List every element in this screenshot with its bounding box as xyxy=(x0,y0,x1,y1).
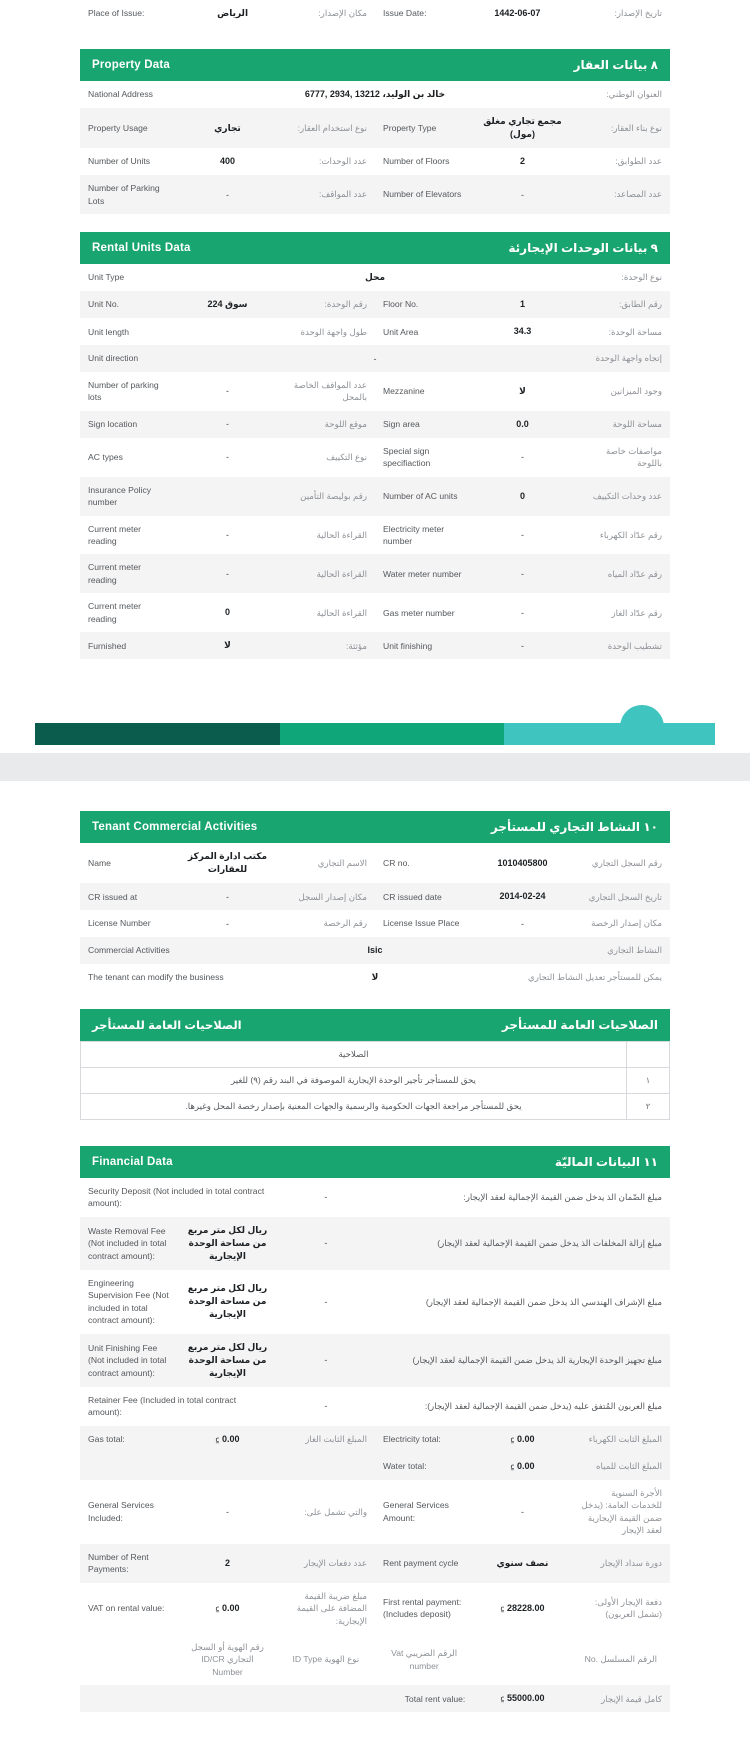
permissions-num-header xyxy=(627,1041,670,1067)
rental-units-header xyxy=(80,232,670,264)
row-label-ar-2: المبلغ الثابت الكهرباء xyxy=(588,1434,662,1445)
row-label-en: Number of Parking Lots xyxy=(88,183,160,206)
permissions-column-header: الصلاحية xyxy=(81,1041,627,1067)
row-label-en-2: CR no. xyxy=(382,858,410,869)
row-label-en: Number of Rent Payments: xyxy=(88,1551,149,1575)
issue-date-label-ar: تاريخ الإصدار: xyxy=(614,8,662,19)
table-row xyxy=(80,411,670,438)
row-label-en: Current meter reading xyxy=(88,601,142,624)
row-label-en-2: License Issue Place xyxy=(382,918,460,929)
row-spacer xyxy=(80,1685,178,1712)
tenant-activities-table xyxy=(80,811,670,991)
table-row xyxy=(80,148,670,175)
id-cr-number-header: رقم الهوية أو السجل التجاري ID/CR Number xyxy=(191,1642,264,1677)
row-label-ar: النشاط التجاري xyxy=(607,945,662,956)
row-label-en-2: Water total: xyxy=(382,1461,427,1472)
table-row xyxy=(80,843,670,883)
row-value: لا xyxy=(224,640,231,651)
row-value-2: - xyxy=(520,568,524,579)
section-title-en: Tenant Commercial Activities xyxy=(92,821,258,834)
table-row xyxy=(80,477,670,516)
row-label-ar-2: رقم السجل التجاري xyxy=(591,858,662,869)
row-label-ar-2: دورة سداد الإيجار xyxy=(600,1557,662,1568)
table-row xyxy=(80,964,670,991)
section-title-en: Property Data xyxy=(92,59,171,72)
row-value-2: 1010405800 xyxy=(497,857,548,868)
table-row xyxy=(80,910,670,936)
footer-color-bar xyxy=(35,723,715,745)
issue-date-label: Issue Date: xyxy=(382,8,427,19)
row-value-2 xyxy=(473,1685,571,1712)
table-row xyxy=(80,1217,670,1270)
row-value: - xyxy=(225,529,229,540)
row-label-en-2: Gas meter number xyxy=(382,607,455,618)
table-row xyxy=(80,0,670,27)
total-rent-label-en: Total rent value: xyxy=(404,1693,466,1704)
row-value-2: - xyxy=(520,529,524,540)
row-value-2: 2014-02-24 xyxy=(499,891,546,902)
row-value-2: - xyxy=(520,1506,524,1517)
serial-number-header: الرقم المسلسل .No xyxy=(584,1654,658,1665)
row-label-ar-2: تشطيب الوحدة xyxy=(607,640,662,651)
row-label-ar-2: تاريخ السجل التجاري xyxy=(588,891,662,902)
row-value-2: 1 xyxy=(519,299,525,310)
section-title-ar: ٨ بيانات العقار xyxy=(573,58,658,73)
row-value-2 xyxy=(473,1583,571,1634)
row-value: - xyxy=(324,1296,328,1307)
table-row xyxy=(81,1093,670,1119)
section-title-ar: الصلاحيات العامة للمستأجر xyxy=(501,1017,658,1032)
row-value: - xyxy=(225,891,229,902)
row-value: سوق 224 xyxy=(207,299,248,310)
row-value: - xyxy=(324,1355,328,1366)
row-value-2: نصف سنوي xyxy=(496,1557,549,1568)
row-value xyxy=(178,318,276,345)
row-label-ar-2: مواصفات خاصة باللوحة xyxy=(605,445,662,469)
id-type-header: نوع الهوية ID Type xyxy=(292,1654,360,1665)
section-title-ar: ٩ بيانات الوحدات الإيجارئة xyxy=(508,241,658,256)
row-label-ar: والتي تشمل على: xyxy=(304,1506,367,1517)
gas-total-value: 0.00 xyxy=(221,1433,240,1444)
table-row xyxy=(80,554,670,593)
row-label-en-2: General Services Amount: xyxy=(382,1500,449,1523)
row-label-en: Sign location xyxy=(88,418,138,429)
row-value: 2 xyxy=(224,1557,230,1568)
row-value-2: - xyxy=(520,189,524,200)
row-label-en: Number of parking lots xyxy=(88,379,159,403)
table-row xyxy=(80,632,670,659)
row-spacer xyxy=(178,1453,276,1480)
row-label-en-2: Unit finishing xyxy=(382,640,433,651)
row-label-en: CR issued at xyxy=(88,891,138,902)
row-label-en-2: Number of AC units xyxy=(382,490,458,501)
issue-date-value: 1442-06-07 xyxy=(494,8,541,18)
row-value-2: 0 xyxy=(519,490,525,501)
row-spacer xyxy=(178,1685,276,1712)
row-label-en: Waste Removal Fee (Not included in total contract amount): xyxy=(88,1225,167,1261)
row-value: - xyxy=(225,386,229,397)
row-label-ar: موقع اللوحة xyxy=(324,418,367,429)
row-value-2: لا xyxy=(519,385,526,396)
row-value-2: - xyxy=(520,452,524,463)
row-label-ar-2: رقم عدّاد الغاز xyxy=(611,607,662,618)
place-of-issue-label-ar: مكان الإصدار: xyxy=(318,8,367,19)
row-label-ar: مبلغ الإشراف الهندسي الذ يدخل ضمن القيمة الإجمالية لعقد الإيجار) xyxy=(425,1296,662,1307)
permission-item-text: يحق للمستأجر مراجعة الجهات الحكومية والرسمية والجهات المعنية بإصدار رخصة المحل وغيرها. xyxy=(81,1093,627,1119)
riyal-icon: ⃀ xyxy=(215,1603,220,1613)
row-label-en-2: Water meter number xyxy=(382,568,462,579)
row-label-ar: مبلغ تجهيز الوحدة الإيجارية الذ يدخل ضمن القيمة الإجمالية لعقد الإيجار) xyxy=(412,1355,662,1366)
table-row xyxy=(80,175,670,214)
row-label-en-2: Special sign specifiaction xyxy=(382,445,431,469)
row-value-2: 34.3 xyxy=(513,326,532,337)
row-label-en: Unit direction xyxy=(88,353,139,364)
row-label-ar-2: دفعة الإيجار الأولى: (تشمل العربون) xyxy=(594,1596,662,1620)
row-label-en: National Address xyxy=(88,89,153,100)
row-label-ar-2: وجود الميزانين xyxy=(610,385,662,396)
page-separator xyxy=(0,753,750,781)
row-label-en-2: First rental payment: (Includes deposit) xyxy=(382,1596,462,1620)
row-label-en-2: CR issued date xyxy=(382,891,442,902)
row-label-en-2: Number of Floors xyxy=(382,156,450,167)
row-label-en-2: Unit Area xyxy=(382,326,419,337)
table-row xyxy=(80,438,670,477)
footer-bar-segment-3 xyxy=(504,723,715,745)
row-label-ar: نوع الوحدة: xyxy=(621,272,662,283)
table-row xyxy=(80,1634,670,1685)
permission-item-number: ١ xyxy=(627,1067,670,1093)
vat-number-header: الرقم الضريبي Vat number xyxy=(391,1648,458,1671)
tenant-permissions-header xyxy=(80,1009,670,1041)
row-label-ar: مؤثثة: xyxy=(345,640,367,651)
tenant-permissions-table xyxy=(80,1041,670,1120)
row-label-ar: القراءة الحالية xyxy=(316,607,367,618)
page-footer xyxy=(0,693,750,753)
row-label-ar: القراءة الحالية xyxy=(316,529,367,540)
row-label-ar-2: عدد وحدات التكييف xyxy=(592,490,662,501)
row-value: - xyxy=(373,353,377,364)
row-value-2: مجمع تجاري مغلق (مول) xyxy=(483,116,562,140)
table-row xyxy=(80,372,670,411)
row-value-2 xyxy=(473,1453,571,1480)
table-row xyxy=(80,81,670,108)
row-label-ar: عدد الوحدات: xyxy=(318,156,367,167)
section-title-en: Rental Units Data xyxy=(92,242,191,255)
section-title-en: Financial Data xyxy=(92,1155,173,1168)
row-value: محل xyxy=(364,272,386,283)
row-label-en-2: Property Type xyxy=(382,122,437,133)
table-row xyxy=(80,516,670,555)
row-value xyxy=(178,477,276,516)
row-label-ar: يمكن للمستأجر تعديل النشاط التجاري xyxy=(528,972,662,983)
row-value xyxy=(178,1426,276,1453)
row-value: - xyxy=(324,1192,328,1203)
total-rent-value: 55000.00 xyxy=(506,1693,545,1704)
first-rental-payment-value: 28228.00 xyxy=(506,1602,545,1613)
row-label-en: Name xyxy=(88,858,111,869)
row-value: - xyxy=(225,1506,229,1517)
row-value: خالد بن الوليد، 13212 ,2934 ,6777 xyxy=(304,89,446,100)
row-value: - xyxy=(225,419,229,430)
riyal-icon: ⃀ xyxy=(215,1434,220,1444)
row-spacer xyxy=(80,1453,178,1480)
water-total-value: 0.00 xyxy=(516,1460,535,1471)
row-value: تجاري xyxy=(214,122,241,133)
place-of-issue-label: Place of Issue: xyxy=(88,8,145,19)
financial-data-header xyxy=(80,1146,670,1178)
row-spacer xyxy=(277,1453,375,1480)
table-row xyxy=(80,1453,670,1480)
row-value-2: 2 xyxy=(519,156,525,167)
contract-page-2 xyxy=(0,0,750,753)
table-row xyxy=(80,593,670,632)
permission-item-number: ٢ xyxy=(627,1093,670,1119)
riyal-icon: ⃀ xyxy=(500,1603,505,1613)
row-label-ar-2: رقم عدّاد المياه xyxy=(607,568,662,579)
row-label-ar: مبلغ إزالة المخلفات الذ يدخل ضمن القيمة الإجمالية لعقد الإيجار) xyxy=(437,1238,662,1249)
row-label-en: Furnished xyxy=(88,640,127,651)
row-spacer xyxy=(80,1634,178,1685)
row-label-ar-2: رقم الطابق: xyxy=(619,299,662,310)
row-label-ar: العنوان الوطني: xyxy=(606,89,662,100)
row-label-en: AC types xyxy=(88,451,123,462)
row-label-ar-2: مكان إصدار الرخصة xyxy=(591,918,662,929)
tenant-activities-header xyxy=(80,811,670,843)
table-row xyxy=(80,1387,670,1426)
row-label-en: The tenant can modify the business xyxy=(88,972,224,983)
electricity-total-value: 0.00 xyxy=(516,1433,535,1444)
row-unit-note: ريال لكل متر مربع من مساحة الوحدة الإيجارية xyxy=(187,1224,268,1261)
tenant-permissions-header-table xyxy=(80,1009,670,1041)
table-row xyxy=(80,108,670,148)
section-title-ar: ١١ البيانات الماليّة xyxy=(554,1154,658,1169)
row-label-ar-2: عدد المصاعد: xyxy=(614,189,662,200)
row-label-en-2: Mezzanine xyxy=(382,385,425,396)
row-value: 400 xyxy=(219,156,235,167)
row-label-ar: عدد المواقف الخاصة بالمحل xyxy=(293,379,367,403)
financial-data-table xyxy=(80,1146,670,1712)
row-label-ar-2: الأجرة السنوية للخدمات العامة: (يدخل ضمن القيمة الإيجارية لعقد الإيجار xyxy=(581,1487,662,1536)
table-row xyxy=(80,1426,670,1453)
row-label-en-2: Floor No. xyxy=(382,299,419,310)
property-data-table xyxy=(80,49,670,214)
row-unit-note: ريال لكل متر مربع من مساحة الوحدة الإيجارية xyxy=(187,1283,268,1320)
vat-value: 0.00 xyxy=(221,1602,240,1613)
row-label-ar: القراءة الحالية xyxy=(316,568,367,579)
row-label-en: License Number xyxy=(88,918,151,929)
row-label-ar: مبلغ العربون المُتفق عليه (يدخل ضمن القيمة الإجمالية لعقد الإيجار): xyxy=(424,1401,662,1412)
row-label-en-2: Sign area xyxy=(382,418,420,429)
row-value: - xyxy=(324,1401,328,1412)
row-label-en-2: Rent payment cycle xyxy=(382,1557,459,1568)
row-value: - xyxy=(225,452,229,463)
row-label-ar: عدد دفعات الإيجار xyxy=(303,1557,367,1568)
row-label-en: Retainer Fee (Included in total contract amount): xyxy=(88,1394,237,1418)
row-label-ar: مكان إصدار السجل xyxy=(298,891,367,902)
row-label-ar-2: نوع بناء العقار: xyxy=(610,122,662,133)
row-label-en: VAT on rental value: xyxy=(88,1603,165,1614)
table-row xyxy=(80,291,670,318)
row-label-en: Current meter reading xyxy=(88,562,142,585)
row-value: - xyxy=(225,189,229,200)
table-row xyxy=(80,1544,670,1583)
row-value xyxy=(178,1583,276,1634)
row-label-ar: رقم الوحدة: xyxy=(324,299,367,310)
row-value: - xyxy=(225,568,229,579)
row-label-en: Current meter reading xyxy=(88,523,142,546)
row-unit-note: ريال لكل متر مربع من مساحة الوحدة الإيجارية xyxy=(187,1341,268,1378)
row-spacer xyxy=(473,1634,571,1685)
row-label-en: Unit Finishing Fee (Not included in total contract amount): xyxy=(88,1342,167,1378)
contract-page-3 xyxy=(0,781,750,1752)
riyal-icon: ⃀ xyxy=(500,1694,505,1704)
row-label-en: General Services Included: xyxy=(88,1500,154,1523)
row-label-ar: رقم بوليصة التأمين xyxy=(300,490,367,501)
row-label-en: Unit length xyxy=(88,326,130,337)
row-value-2: - xyxy=(520,607,524,618)
row-value: Isic xyxy=(367,944,383,955)
row-value-2 xyxy=(473,1426,571,1453)
row-label-en: Insurance Policy number xyxy=(88,484,152,508)
row-label-ar: نوع استخدام العقار: xyxy=(297,122,367,133)
row-label-ar: عدد المواقف: xyxy=(318,189,367,200)
total-rent-label-ar: كامل قيمة الإيجار xyxy=(601,1693,662,1704)
table-row xyxy=(80,1334,670,1387)
riyal-icon: ⃀ xyxy=(510,1434,515,1444)
table-row xyxy=(80,1583,670,1634)
row-label-ar: نوع التكييف xyxy=(326,451,367,462)
place-of-issue-value: الرياض xyxy=(217,8,249,18)
issue-row-table xyxy=(80,0,670,27)
row-label-en: Number of Units xyxy=(88,156,151,167)
table-row xyxy=(80,345,670,371)
row-label-ar: رقم الرخصة xyxy=(323,918,367,929)
table-row xyxy=(81,1041,670,1067)
table-row xyxy=(80,318,670,345)
row-label-en: Unit No. xyxy=(88,299,120,310)
table-row xyxy=(80,1685,670,1712)
table-row xyxy=(80,1178,670,1217)
row-value-2: - xyxy=(520,640,524,651)
row-value-2: 0.0 xyxy=(516,418,529,429)
footer-bar-segment-1 xyxy=(35,723,280,745)
row-value: - xyxy=(225,918,229,929)
row-label-ar: مبلغ الضّمان الذ يدخل ضمن القيمة الإجمالية لعقد الإيجار: xyxy=(463,1192,662,1203)
table-row xyxy=(80,1270,670,1334)
permission-item-text: يحق للمستأجر تأجير الوحدة الإيجارية الموصوفة في البند رقم (٩) للغير xyxy=(81,1067,627,1093)
row-label-en: Commercial Activities xyxy=(88,945,170,956)
row-label-en: Engineering Supervision Fee (Not included in total contract amount): xyxy=(88,1278,169,1326)
row-spacer xyxy=(277,1685,375,1712)
section-title-ar: ١٠ النشاط التجاري للمستأجر xyxy=(490,820,658,835)
section-title-en: الصلاحيات العامة للمستأجر xyxy=(92,1019,242,1032)
row-value-2: - xyxy=(520,918,524,929)
row-value: 0 xyxy=(224,607,230,618)
row-label-ar-2: رقم عدّاد الكهرباء xyxy=(599,529,662,540)
row-label-en: Unit Type xyxy=(88,272,125,283)
row-label-en-2: Electricity total: xyxy=(382,1434,441,1445)
riyal-icon: ⃀ xyxy=(510,1461,515,1471)
table-row xyxy=(80,937,670,964)
row-label-en: Gas total: xyxy=(88,1434,125,1445)
row-label-ar: إتجاه واجهة الوحدة xyxy=(595,353,662,364)
row-value: لا xyxy=(371,971,379,982)
row-label-ar: الاسم التجاري xyxy=(317,858,367,869)
row-label-ar: مبلغ ضريبة القيمة المضافة على القيمة الإيجارية: xyxy=(296,1590,367,1626)
footer-bar-segment-2 xyxy=(280,723,504,745)
row-label-ar-2: عدد الطوابق: xyxy=(615,156,662,167)
property-data-header xyxy=(80,49,670,81)
row-label-ar-2: مساحة الوحدة: xyxy=(608,326,662,337)
row-label-en-2: Number of Elevators xyxy=(382,189,462,200)
row-label-ar-2: مساحة اللوحة xyxy=(612,418,662,429)
row-label-en: Property Usage xyxy=(88,122,148,133)
row-label-en-2: Electricity meter number xyxy=(382,523,445,546)
row-label-ar: المبلغ الثابت الغاز xyxy=(305,1434,367,1445)
table-row xyxy=(80,883,670,910)
row-value: - xyxy=(324,1238,328,1249)
row-label-ar-2: المبلغ الثابت للمياه xyxy=(596,1461,662,1472)
row-label-en: Security Deposit (Not included in total contract amount): xyxy=(88,1185,265,1209)
table-row xyxy=(81,1067,670,1093)
rental-units-data-table xyxy=(80,232,670,659)
row-value: مكتب ادارة المركز للعقارات xyxy=(187,851,268,875)
table-row xyxy=(80,1480,670,1544)
row-label-ar: طول واجهة الوحدة xyxy=(300,326,367,337)
table-row xyxy=(80,264,670,291)
